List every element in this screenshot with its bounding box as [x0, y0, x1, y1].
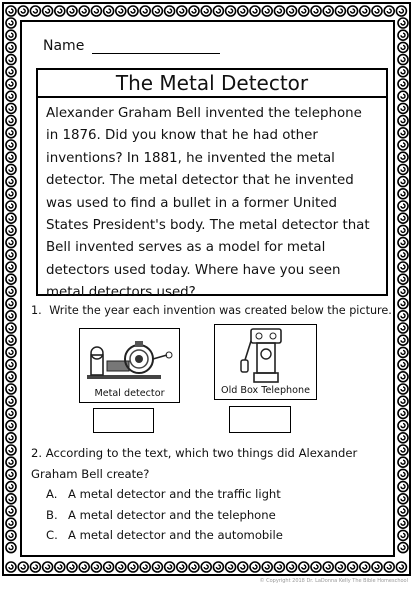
- name-label: Name: [43, 38, 85, 54]
- box-telephone-icon: [237, 326, 297, 384]
- reading-passage: Alexander Graham Bell invented the telephone in 1876. Did you know that he had other inventions? In 1881, he invented the metal detector. The metal detector that he invented was used to find a bullet in a former United States President's body. The metal detector that Bell invented serves as a model for metal detectors used today. Where have you seen metal detectors used?: [36, 97, 388, 296]
- metal-detector-picture: [79, 328, 180, 403]
- question-2: [31, 443, 381, 546]
- option-c-letter: C.: [46, 528, 58, 542]
- option-a-letter: A.: [46, 487, 58, 501]
- name-field-line[interactable]: [92, 39, 220, 54]
- box-telephone-label: Old Box Telephone: [221, 385, 310, 396]
- option-a[interactable]: [31, 484, 381, 505]
- copyright-footer: © Copyright 2018 Dr. LaDonna Kelly The Bible Homeschool: [259, 578, 408, 584]
- metal-detector-year-box[interactable]: [93, 408, 154, 433]
- question-1-text: Write the year each invention was created below the picture.: [49, 304, 392, 317]
- worksheet-title: The Metal Detector: [36, 68, 388, 98]
- option-b-letter: B.: [46, 507, 58, 522]
- box-telephone-year-box[interactable]: [229, 406, 291, 433]
- question-2-stem: [31, 443, 381, 484]
- question-2-number: 2.: [31, 446, 43, 460]
- question-1-number: 1.: [31, 304, 42, 317]
- option-b[interactable]: [31, 505, 381, 526]
- option-b-text: A metal detector and the telephone: [68, 507, 276, 522]
- question-1: [31, 304, 392, 317]
- option-c[interactable]: [31, 525, 381, 546]
- option-c-text: A metal detector and the automobile: [68, 528, 283, 542]
- box-telephone-picture: [214, 324, 317, 400]
- metal-detector-label: Metal detector: [94, 388, 165, 399]
- option-a-text: A metal detector and the traffic light: [68, 487, 281, 501]
- metal-detector-icon: [81, 331, 179, 387]
- name-row: [43, 38, 220, 54]
- question-2-text: According to the text, which two things did Alexander Graham Bell create?: [31, 446, 358, 481]
- worksheet-panel: [20, 20, 395, 557]
